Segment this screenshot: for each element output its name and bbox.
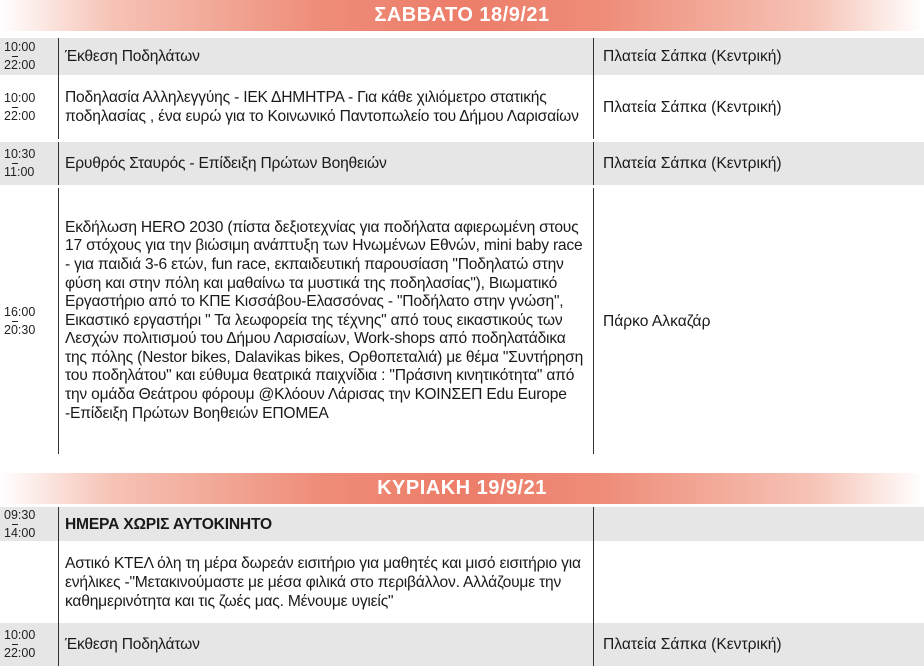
event-location bbox=[603, 541, 921, 623]
event-location: Πλατεία Σάπκα (Κεντρική) bbox=[603, 48, 782, 65]
event-description: Αστικό ΚΤΕΛ όλη τη μέρα δωρεάν εισιτήριο για μαθητές και μισό εισιτήριο για ενήλικες -"Μετακινούμαστε με μέσα φιλικά στο περιβάλλον. Αλλάζουμε την καθημερινότητα και τις ζωές μας. Μένουμε υγιείς" bbox=[65, 554, 581, 610]
end-time: 14:00 bbox=[4, 525, 36, 540]
day-header-saturday bbox=[0, 0, 924, 31]
end-time: 11:00 bbox=[4, 165, 35, 179]
event-row bbox=[0, 188, 924, 454]
end-time: 22:00 bbox=[4, 108, 36, 123]
event-location: Πλατεία Σάπκα (Κεντρική) bbox=[603, 98, 782, 116]
event-time bbox=[4, 38, 52, 75]
start-time: 10:00 bbox=[4, 628, 36, 642]
event-description: Ερυθρός Σταυρός - Επίδειξη Πρώτων Βοηθειών bbox=[65, 155, 387, 172]
event-row bbox=[0, 541, 924, 623]
day-title: ΣΑΒΒΑΤΟ 18/9/21 bbox=[374, 4, 550, 26]
event-row bbox=[0, 38, 924, 75]
start-time: 16:00 bbox=[4, 304, 36, 319]
end-time: 20:30 bbox=[4, 322, 36, 337]
event-description: Ποδηλασία Αλληλεγγύης - ΙΕΚ ΔΗΜΗΤΡΑ - Για κάθε χιλιόμετρο στατικής ποδηλασίας , ένα ευρώ για το Κοινωνικό Παντοπωλείο του Δήμου Λαρισαίων bbox=[65, 89, 579, 125]
event-location bbox=[603, 507, 921, 541]
day-title: ΚΥΡΙΑΚΗ 19/9/21 bbox=[377, 477, 547, 499]
event-time bbox=[4, 507, 52, 541]
event-description: Εκδήλωση HERO 2030 (πίστα δεξιοτεχνίας για ποδήλατα αφιερωμένη στους 17 στόχους για την βιώσιμη ανάπτυξη των Ηνωμένων Εθνών, mini baby race - για παιδιά 3-6 ετών, fun race, εκπαιδευτική παρουσίαση "Ποδηλατώ στην φύση και στην πόλη και μαθαίνω τα μυστικά της ποδηλασίας"), Βιωματικό Εργαστήριο από το ΚΠΕ Κισσάβου-Ελασσόνας - "Ποδήλατο στην γνώση", Εικαστικό εργαστήρι " Τα λεωφορεία της τέχνης" από τους εικαστικούς των Λεσχών πολιτισμού του Δήμου Λαρισαίων, Work-shops από ποδηλατάδικα της πόλης (Nestor bikes, Dalavikas bikes, Ορθοπεταλιά) με θέμα "Συντήρηση του ποδηλάτου" και εύθυμα θεατρικά παιχνίδια : "Πράσινη κινητικότητα" από την ομάδα Θεάτρου φόρουμ @Κλόουν Λάρισας την ΚΟΙΝΣΕΠ Edu Europe -Επίδειξη Πρώτων Βοηθειών ΕΠΟΜΕΑ bbox=[65, 218, 584, 422]
end-time: 22:00 bbox=[4, 58, 36, 72]
event-time bbox=[4, 142, 52, 185]
event-row bbox=[0, 142, 924, 185]
event-location: Πλατεία Σάπκα (Κεντρική) bbox=[603, 155, 782, 172]
event-description: Έκθεση Ποδηλάτων bbox=[65, 636, 200, 653]
start-time: 10:00 bbox=[4, 40, 36, 54]
event-row bbox=[0, 623, 924, 666]
event-description: Έκθεση Ποδηλάτων bbox=[65, 48, 200, 65]
event-row bbox=[0, 507, 924, 541]
event-location: Πλατεία Σάπκα (Κεντρική) bbox=[603, 636, 782, 653]
day-header-sunday bbox=[0, 473, 924, 504]
event-row bbox=[0, 75, 924, 139]
start-time: 10:30 bbox=[4, 147, 36, 161]
event-location: Πάρκο Αλκαζάρ bbox=[603, 312, 711, 330]
start-time: 09:30 bbox=[4, 507, 36, 522]
end-time: 22:00 bbox=[4, 646, 36, 660]
start-time: 10:00 bbox=[4, 90, 36, 105]
event-description: ΗΜΕΡΑ ΧΩΡΙΣ ΑΥΤΟΚΙΝΗΤΟ bbox=[65, 515, 272, 533]
event-time bbox=[4, 188, 52, 454]
event-time bbox=[4, 75, 52, 139]
event-time bbox=[4, 623, 52, 666]
